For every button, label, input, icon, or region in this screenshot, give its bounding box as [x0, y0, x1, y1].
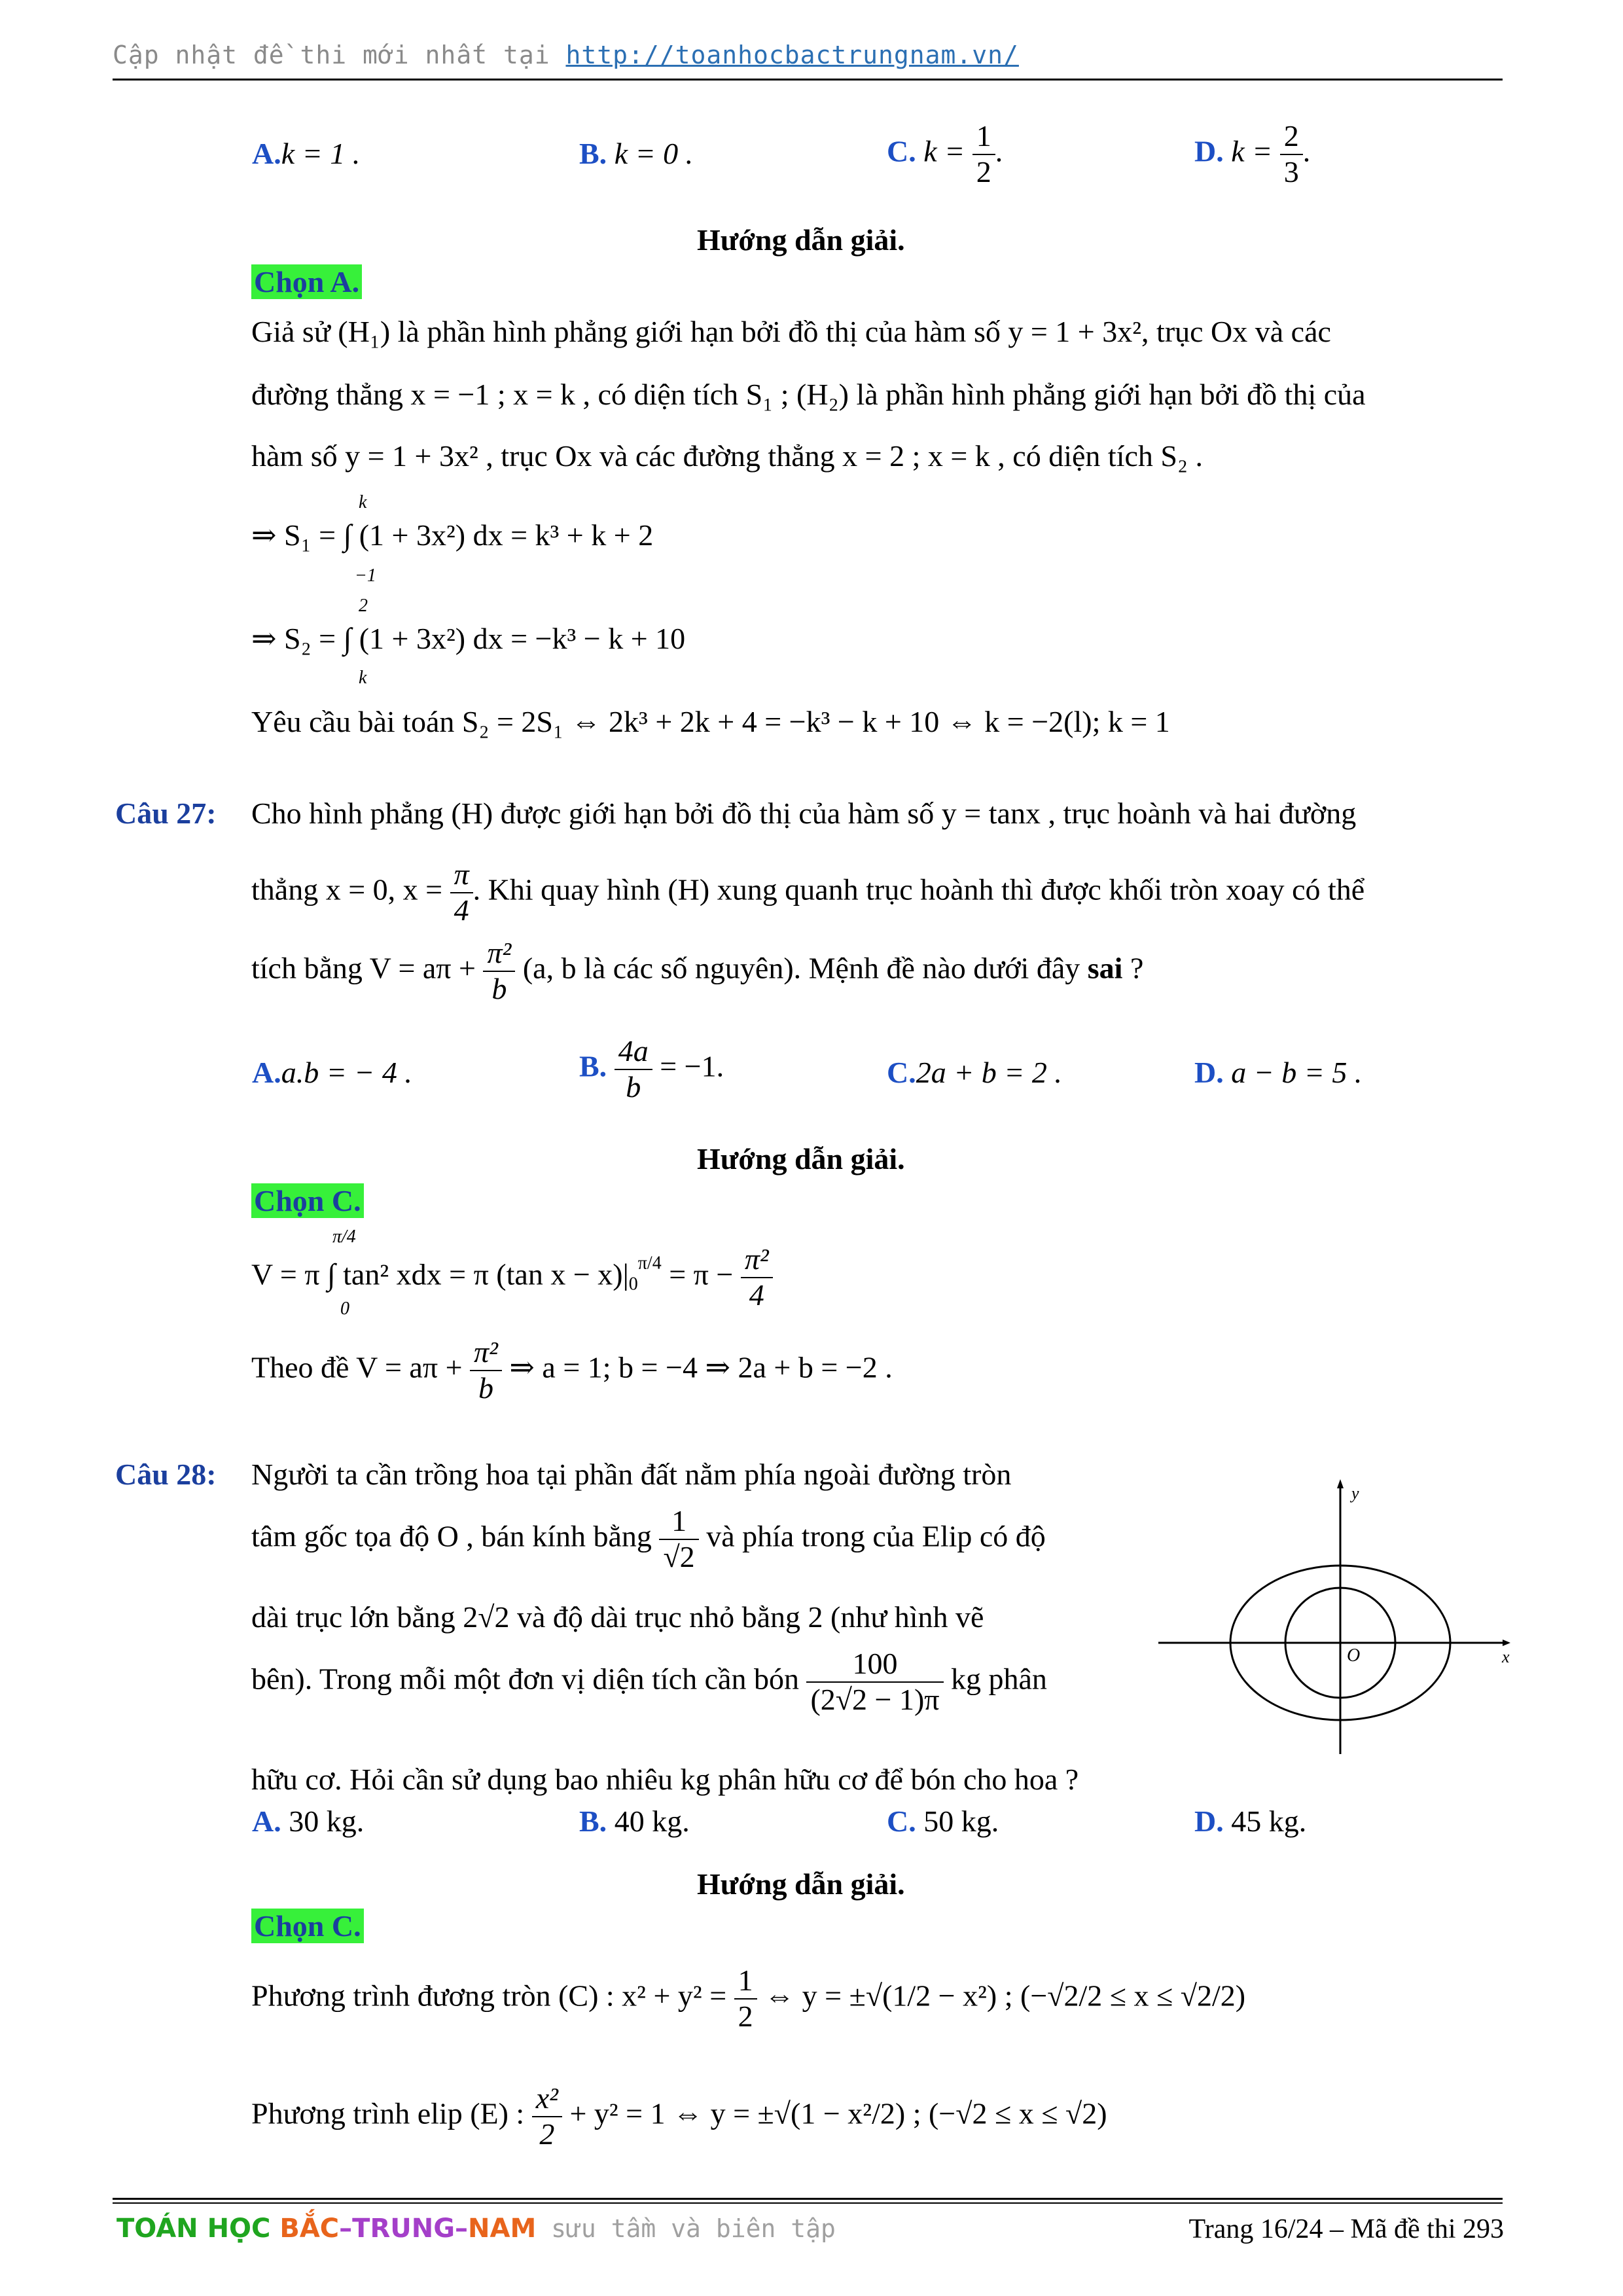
q28-option-c[interactable]: C. 50 kg. [887, 1804, 999, 1838]
q28-line-2: tâm gốc tọa độ O , bán kính bằng $\frac{1}{√2}$ và phía trong của Elip có độ [251, 1504, 1046, 1573]
q26-integral-s1: ⇒ S₁ = ∫ (1 + 3x²) dx = k³ + k + 2 [251, 518, 654, 552]
q28-line-1: Người ta cần trồng hoa tại phần đất nằm phía ngoài đường tròn [251, 1458, 1012, 1491]
q27-option-c[interactable]: C.2a + b = 2 . [887, 1056, 1062, 1089]
x-axis-arrow-icon [1503, 1640, 1510, 1646]
q28-line-4: bên). Trong mỗi một đơn vị diện tích cần bón $\frac{100}{(2√2 - 1)\pi}$ kg phân [251, 1647, 1047, 1716]
q28-chosen-badge: Chọn C. [251, 1909, 364, 1943]
q27-int-upper: π/4 [332, 1227, 356, 1247]
q27-line-3: tích bằng V = aπ + $\frac{\text{π²}}{b}$ (a, b là các số nguyên). Mệnh đề nào dưới đây sai ? [251, 936, 1144, 1005]
q27-theo-de: Theo đề V = aπ + $\frac{\text{π²}}{b}$ ⇒ a = 1; b = −4 ⇒ 2a + b = −2 . [251, 1335, 893, 1405]
footer-rule-1 [113, 2198, 1503, 2200]
q27-option-a[interactable]: A.a.b = − 4 . [252, 1056, 412, 1089]
q28-option-d[interactable]: D. 45 kg. [1194, 1804, 1307, 1838]
q27-chosen-badge: Chọn C. [251, 1183, 364, 1218]
q28-line-3: dài trục lớn bằng 2√2 và độ dài trục nhỏ bằng 2 (như hình vẽ [251, 1600, 984, 1634]
page-header [113, 41, 1019, 69]
q26-int2-upper: 2 [359, 596, 368, 616]
q26-option-b[interactable]: B. k = 0 . [579, 137, 694, 170]
q28-elip-equation: Phương trình elip (E) : $\frac{\text{x²}}{2}$ + y² = 1 ⇔ y = ±√(1 − x²/2) ; (−√2 ≤ x ≤ √2) [251, 2081, 1107, 2151]
q26-solution-line-3: hàm số y = 1 + 3x² , trục Ox và các đường thẳng x = 2 ; x = k , có diện tích S₂ . [251, 439, 1204, 473]
header-rule [113, 79, 1503, 81]
q27-guide-title: Hướng dẫn giải. [697, 1142, 905, 1175]
q27-volume-formula: V = π ∫ tan² xdx = π (tan $x - x)|0^{\pi/4} = \pi$ − $\frac{\text{π²}}{4}$ [251, 1242, 773, 1313]
q27-option-b[interactable]: B. $\frac{4a}{b}$ = −1. [579, 1034, 724, 1103]
q28-line-5: hữu cơ. Hỏi cần sử dụng bao nhiêu kg phân hữu cơ để bón cho hoa ? [251, 1763, 1079, 1796]
q27-option-d[interactable]: D. a − b = 5 . [1194, 1056, 1363, 1089]
q28-option-b[interactable]: B. 40 kg. [579, 1804, 690, 1838]
q28-figure [1152, 1473, 1518, 1761]
q26-option-c[interactable]: C. k = $\frac{1}{2}$ . [887, 119, 1003, 188]
header-link[interactable]: http://toanhocbactrungnam.vn/ [565, 41, 1019, 69]
q26-int1-lower: −1 [355, 565, 376, 586]
q26-solution-line-2: đường thẳng x = −1 ; x = k , có diện tích S₁ ; (H₂) là phần hình phẳng giới hạn bởi đồ thị của [251, 378, 1366, 411]
q26-requirement: Yêu cầu bài toán S₂ = 2S₁ ⇔ 2k³ + 2k + 4 = −k³ − k + 10 ⇔ k = −2(l); k = 1 [251, 705, 1170, 738]
q26-solution-line-1: Giả sử (H₁) là phần hình phẳng giới hạn bởi đồ thị của hàm số y = 1 + 3x², trục Ox và các [251, 315, 1331, 348]
origin-label: O [1347, 1645, 1361, 1666]
q26-guide-title: Hướng dẫn giải. [697, 223, 905, 257]
q28-label: Câu 28: [115, 1458, 217, 1491]
y-axis-arrow-icon [1337, 1479, 1344, 1488]
header-prefix: Cập nhật đề thi mới nhất tại [113, 41, 566, 69]
q27-line-2: thẳng x = 0, x = $\frac{\pi}{4}$ . Khi quay hình (H) xung quanh trục hoành thì được khối tròn xoay có thể [251, 857, 1365, 927]
q26-option-d[interactable]: D. k = $\frac{2}{3}$ . [1194, 119, 1311, 188]
x-axis-label: x [1502, 1647, 1510, 1666]
q27-line-1: Cho hình phẳng (H) được giới hạn bởi đồ thị của hàm số y = tanx , trục hoành và hai đường [251, 797, 1357, 830]
y-axis-label: y [1351, 1484, 1359, 1503]
q26-integral-s2: ⇒ S₂ = ∫ (1 + 3x²) dx = −k³ − k + 10 [251, 622, 686, 655]
q27-int-lower: 0 [340, 1299, 349, 1319]
footer-rule-2 [113, 2202, 1503, 2204]
q26-int1-upper: k [359, 492, 367, 512]
q26-int2-lower: k [359, 668, 367, 688]
q26-chosen-badge: Chọn A. [251, 264, 362, 299]
q28-option-a[interactable]: A. 30 kg. [252, 1804, 365, 1838]
q27-label: Câu 27: [115, 797, 217, 830]
q28-circle-equation: Phương trình đương tròn (C) : x² + y² = $\frac{1}{2}$ ⇔ y = ±√(1/2 − x²) ; (−√2/2 ≤ x ≤ √2/2) [251, 1964, 1246, 2033]
footer-page-info: Trang 16/24 – Mã đề thi 293 [1188, 2214, 1504, 2244]
footer-brand: TOÁN HỌC BẮC–TRUNG–NAM sưu tầm và biên tập [116, 2214, 836, 2244]
q26-option-a[interactable]: A.k = 1 . [252, 137, 361, 170]
q28-guide-title: Hướng dẫn giải. [697, 1867, 905, 1901]
